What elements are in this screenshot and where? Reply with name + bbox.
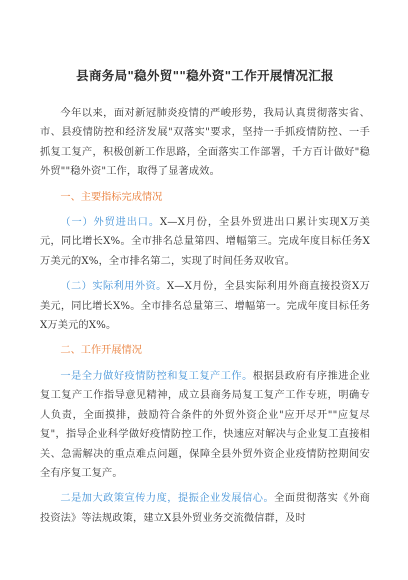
paragraph-foreign-trade — [40, 213, 370, 271]
body-policy-promotion: 全面贯彻落实《外商投资法》等法规政策，建立X县外贸业务交流微信群，及时 — [40, 493, 370, 524]
paragraph-epidemic-control — [40, 367, 370, 483]
lead-policy-promotion: 二是加大政策宣传力度，提振企业发展信心。 — [60, 493, 275, 505]
body-foreign-trade: X—X月份，全县外贸进出口累计实现X万美元，同比增长X%。全市排名总量第四、增幅第三。完成年度目标任务X万美元的X%，全市排名第二，实现了时间任务双收官。 — [40, 217, 370, 267]
paragraph-foreign-investment — [40, 277, 370, 335]
paragraph-policy-promotion — [40, 489, 370, 528]
lead-epidemic-control: 一是全力做好疫情防控和复工复产工作。 — [60, 370, 253, 382]
lead-foreign-trade: （一）外贸进出口。 — [60, 217, 160, 229]
intro-paragraph: 今年以来，面对新冠肺炎疫情的严峻形势，我局认真贯彻落实省、市、县疫情防控和经济发展"双落实"要求，坚持一手抓疫情防控、一手抓复工复产，积极创新工作思路，全面落实工作部署，千方百计做好"稳外贸""稳外资"工作，取得了显著成效。 — [40, 108, 370, 178]
section-heading-indicators: 一、主要指标完成情况 — [60, 191, 163, 203]
section-heading-work: 二、工作开展情况 — [60, 345, 142, 357]
lead-foreign-investment: （二）实际利用外资。 — [60, 281, 167, 293]
document-title: 县商务局"稳外贸""稳外资"工作开展情况汇报 — [76, 68, 334, 83]
body-foreign-investment: X—X月份，全县实际利用外商直接投资X万美元，同比增长X%。全市排名总量第三、增幅第一。完成年度目标任务X万美元的X%。 — [40, 281, 371, 332]
body-epidemic-control: 根据县政府有序推进企业复工复产工作指导意见精神，成立县商务局复工复产工作专班，明确专人负责，全面摸排，鼓励符合条件的外贸外资企业"应开尽开""应复尽复"，指导企业科学做好疫情防控工作，快速应对解决与企业复工直接相关、急需解决的重点难点问题，保障全县外贸外资企业疫情防控期间安全有序复工复产。 — [40, 370, 370, 479]
